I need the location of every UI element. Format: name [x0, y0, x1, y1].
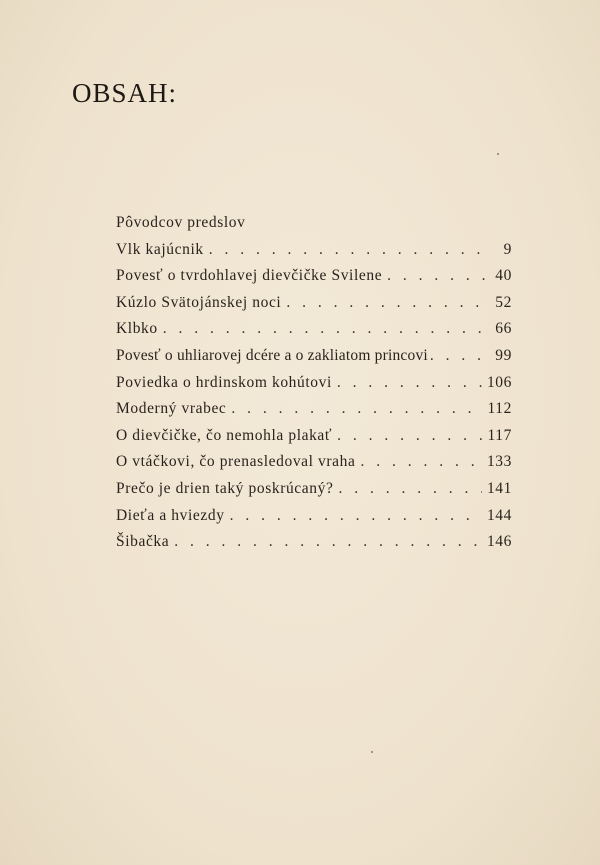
toc-entry-title: Povesť o uhliarovej dcére a o zakliatom princovi — [116, 346, 428, 364]
toc-entry-title: O vtáčkovi, čo prenasledoval vraha — [116, 453, 356, 471]
toc-entry-page: 112 — [487, 400, 512, 418]
toc-entry-title: Pôvodcov predslov — [116, 214, 246, 231]
toc-entry-page: 117 — [487, 426, 512, 444]
toc-entry-page: 9 — [503, 240, 512, 258]
toc-entry-page: 52 — [495, 293, 512, 311]
dot-leader — [338, 480, 481, 498]
toc-entry-title: Šibačka — [116, 533, 170, 551]
toc-entry-title: Vlk kajúcnik — [116, 240, 204, 258]
contents-heading: OBSAH: — [72, 78, 178, 108]
toc-entry — [116, 453, 512, 480]
paper-speck — [497, 153, 499, 155]
toc-entry-page: 106 — [486, 373, 512, 391]
toc-entry-page: 40 — [495, 267, 512, 285]
toc-entry-page: 133 — [486, 453, 512, 471]
toc-entry — [116, 507, 512, 534]
toc-entry-title: Kúzlo Svätojánskej noci — [116, 293, 282, 311]
toc-entry — [116, 480, 512, 507]
toc-entry-title: Prečo je drien taký poskrúcaný? — [116, 479, 334, 497]
toc-entry — [116, 400, 512, 427]
toc-entry-page: 99 — [495, 346, 512, 364]
toc-entry — [116, 427, 512, 454]
toc-entry-title: Povesť o tvrdohlavej dievčičke Svilene — [116, 267, 383, 285]
table-of-contents — [116, 214, 512, 560]
dot-leader — [163, 320, 487, 338]
toc-entry — [116, 214, 512, 241]
toc-entry — [116, 267, 512, 294]
toc-entry — [116, 347, 512, 374]
paper-speck — [371, 751, 373, 753]
toc-entry-page: 66 — [495, 320, 512, 338]
toc-entry — [116, 320, 512, 347]
toc-entry-page: 146 — [486, 533, 512, 551]
dot-leader — [430, 347, 490, 365]
toc-entry-page: 141 — [486, 479, 512, 497]
toc-entry-title: Dieťa a hviezdy — [116, 506, 225, 524]
dot-leader — [337, 427, 482, 445]
toc-entry — [116, 533, 512, 560]
dot-leader — [174, 533, 482, 551]
dot-leader — [209, 241, 487, 259]
toc-entry-title: Klbko — [116, 320, 158, 338]
dot-leader — [230, 507, 482, 525]
toc-entry — [116, 294, 512, 321]
dot-leader — [337, 374, 482, 392]
toc-entry — [116, 374, 512, 401]
dot-leader — [286, 294, 487, 312]
dot-leader — [231, 400, 482, 418]
dot-leader — [360, 453, 481, 471]
dot-leader — [387, 267, 487, 285]
toc-entry-title: Moderný vrabec — [116, 400, 227, 418]
toc-entry-title: Poviedka o hrdinskom kohútovi — [116, 373, 332, 391]
toc-entry-page: 144 — [486, 506, 512, 524]
toc-entry — [116, 241, 512, 268]
toc-entry-title: O dievčičke, čo nemohla plakať — [116, 426, 333, 444]
